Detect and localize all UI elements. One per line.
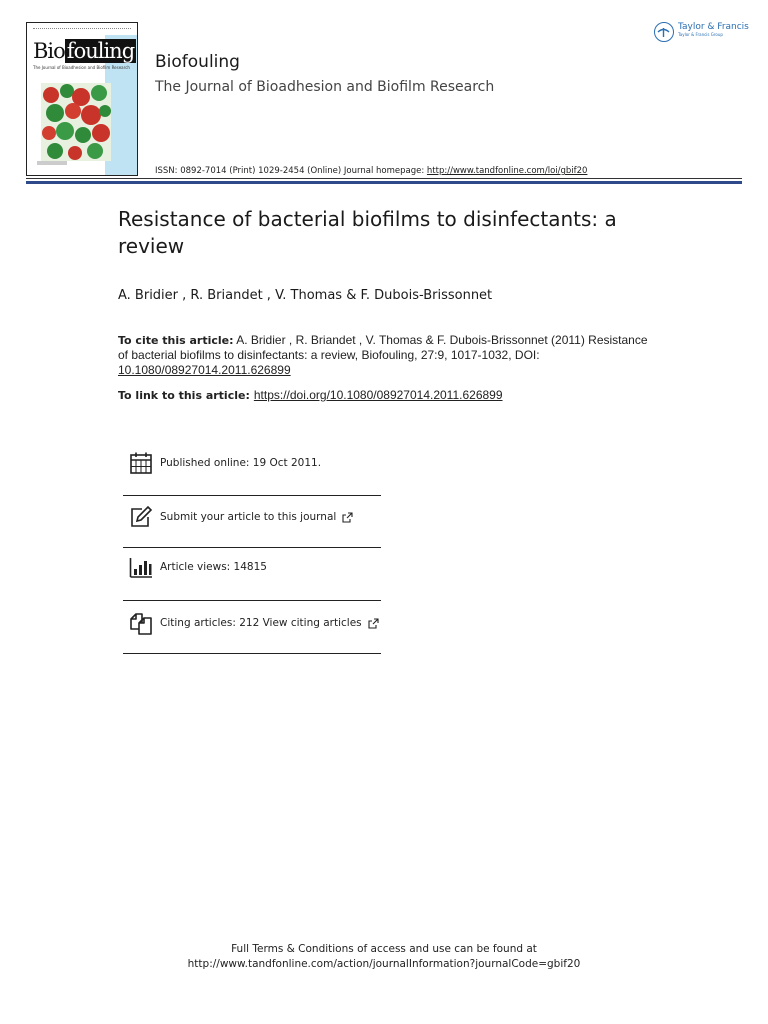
submit-article-link[interactable]: Submit your article to this journal — [160, 511, 337, 523]
citing-row[interactable] — [124, 597, 380, 649]
calendar-icon — [127, 449, 155, 477]
views-row — [124, 541, 380, 593]
issn-line — [155, 166, 587, 176]
citation-label: To cite this article: — [118, 334, 234, 347]
journal-cover — [26, 22, 138, 176]
cover-subtitle: The Journal of Bioadhesion and Biofilm Research — [33, 65, 130, 70]
header-divider-thin — [26, 178, 742, 179]
article-link-label: To link to this article: — [118, 389, 250, 402]
terms-footer — [0, 942, 768, 972]
citation-block — [118, 333, 648, 378]
bar-chart-icon — [127, 553, 155, 581]
cover-top-line — [33, 28, 131, 32]
info-divider-4 — [123, 653, 381, 654]
cover-title — [33, 39, 136, 63]
header-divider-thick — [26, 181, 742, 184]
terms-footer-url[interactable]: http://www.tandfonline.com/action/journalInformation?journalCode=gbif20 — [187, 958, 581, 970]
journal-subtitle: The Journal of Bioadhesion and Biofilm Research — [155, 79, 495, 95]
taylor-francis-logo-icon — [654, 22, 674, 42]
published-row — [124, 437, 380, 489]
article-authors: A. Bridier , R. Briandet , V. Thomas & F. Dubois-Brissonnet — [118, 288, 493, 303]
cover-biofilm-image — [41, 83, 111, 161]
article-title: Resistance of bacterial biofilms to disinfectants: a review — [118, 207, 617, 258]
citation-doi-link[interactable]: 10.1080/08927014.2011.626899 — [118, 363, 291, 377]
external-link-icon — [342, 512, 353, 523]
terms-footer-line1: Full Terms & Conditions of access and use can be found at — [231, 943, 537, 955]
journal-name: Biofouling — [155, 52, 240, 72]
publisher-group: Taylor & Francis Group — [678, 32, 723, 37]
cover-publisher-mark — [37, 161, 67, 165]
article-link-block — [118, 388, 503, 402]
citation-text: A. Bridier , R. Briandet , V. Thomas & F. Dubois-Brissonnet (2011) Resistance of bacterial biofilms to disinfectants: a review, Biofouling, 27:9, 1017-1032, DOI: — [118, 333, 648, 362]
journal-homepage-link[interactable]: http://www.tandfonline.com/loi/gbif20 — [426, 166, 588, 176]
published-date-text: Published online: 19 Oct 2011. — [160, 457, 322, 469]
article-doi-link[interactable]: https://doi.org/10.1080/08927014.2011.626899 — [253, 388, 503, 402]
citing-articles-link[interactable]: Citing articles: 212 View citing articles — [160, 617, 362, 629]
publisher-name: Taylor & Francis — [678, 22, 749, 32]
submit-row[interactable] — [124, 491, 380, 543]
cover-title-part1: Bio — [33, 39, 65, 63]
issn-text: ISSN: 0892-7014 (Print) 1029-2454 (Online) Journal homepage: — [155, 166, 427, 176]
documents-icon — [127, 609, 155, 637]
article-views-text: Article views: 14815 — [160, 561, 267, 573]
cover-title-part2: fouling — [66, 39, 135, 63]
edit-icon — [127, 503, 155, 531]
publisher-logo[interactable] — [654, 22, 749, 42]
external-link-icon — [368, 618, 379, 629]
